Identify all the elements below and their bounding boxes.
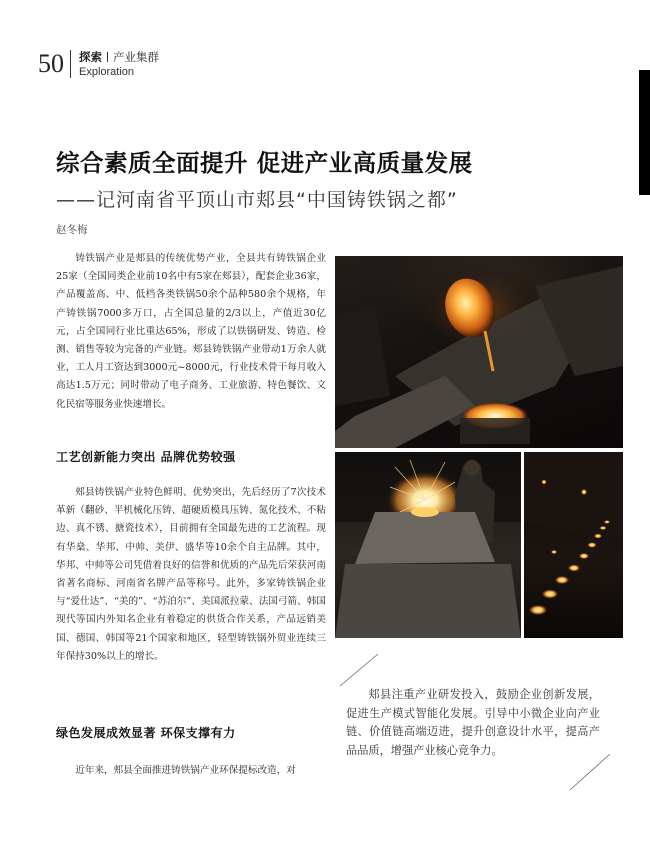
body-paragraph-3: 近年来，郏县全面推进铸铁锅产业环保提标改造，对 (75, 765, 296, 776)
article-title: 综合素质全面提升 促进产业高质量发展 (56, 149, 473, 177)
section-separator (107, 52, 108, 62)
pull-quote: 郏县注重产业研发投入，鼓励企业创新发展，促进生产模式智能化发展。引导中小微企业向产业链、价值链高端迈进，提升创意设计水平，提高产品品质，增强产业核心竞争力。 (346, 688, 600, 757)
section-english: Exploration (79, 66, 135, 78)
photo-worker-sparks (335, 452, 521, 638)
body-paragraph-2: 郏县铸铁锅产业特色鲜明、优势突出，先后经历了7次技术革新（翻砂、半机械化压铸、超硬质模具压铸、氮化技术、不粘边、真不锈、搪瓷技术），目前拥有全国最先进的工艺流程。现有华燊、华邦、中帅、美伊、盛华等10余个自主品牌。其中，华邦、中帅等公司凭借着良好的信誉和优质的产品先后荣获河南省著名商标、河南省名牌产品等称号。此外，多家铸铁锅企业与“爱仕达”、“美的”、“苏泊尔”、美国派拉蒙、法国弓箭、韩国现代等国内外知名企业有着稳定的供货合作关系，产品远销美国、德国、韩国等21个国家和地区，轻型铸铁锅外贸业连续三年保持30%以上的增长。 (56, 487, 326, 662)
article-author: 赵冬梅 (56, 224, 88, 236)
article-subtitle: ——记河南省平顶山市郏县“中国铸铁锅之都” (56, 189, 458, 211)
page-edge-marker (639, 70, 650, 195)
running-header (38, 50, 159, 78)
subsection-name: 产业集群 (113, 50, 159, 64)
section-label (79, 50, 159, 64)
section-name: 探索 (79, 50, 102, 64)
section-heading-2: 绿色发展成效显著 环保支撑有力 (56, 726, 236, 740)
body-paragraph-1: 铸铁锅产业是郏县的传统优势产业，全县共有铸铁锅企业25家（全国同类企业前10名中有5家在郏县），配套企业36家，产品覆盖高、中、低档各类铁锅50余个品种580余个规格，年产铸铁锅7000多万口，占全国总量的2/3以上，产值近30亿元，占全国同行业比重达65%，形成了以铁锅研发、铸造、检测、销售等较为完备的产业链。郏县铸铁锅产业带动1万余人就业，工人月工资达到3000元~8000元，行业技术骨干每月收入高达1.5万元；同时带动了电子商务、工业旅游、特色餐饮、文化民宿等服务业快速增长。 (56, 253, 326, 410)
section-heading-1: 工艺创新能力突出 品牌优势较强 (56, 450, 236, 464)
photo-glowing-molds (524, 452, 623, 638)
page-number: 50 (38, 49, 64, 78)
quote-slash-top (338, 652, 380, 688)
quote-slash-bottom (568, 752, 612, 792)
photo-molten-ladle (335, 256, 623, 448)
header-divider (70, 50, 71, 78)
